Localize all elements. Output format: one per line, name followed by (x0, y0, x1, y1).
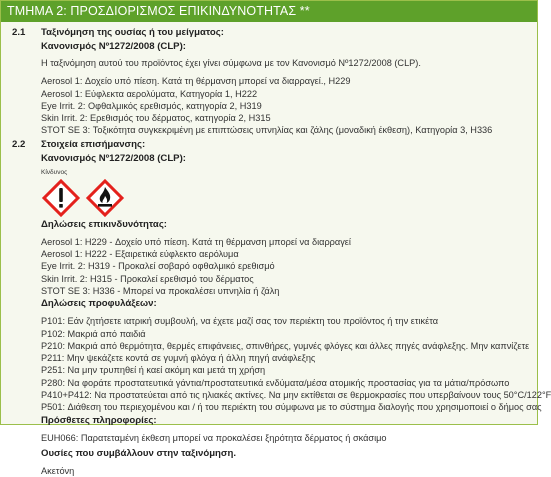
ghs-pictograms (1, 178, 537, 218)
list-item: P210: Μακριά από θερμότητα, θερμές επιφάνειες, σπινθήρες, γυμνές φλόγες και άλλες πηγές ανάφλεξης. Μην καπνίζετε (41, 340, 530, 351)
subsection-number: 2.2 (12, 138, 26, 150)
additional-info-heading: Πρόσθετες πληροφορίες: (41, 414, 157, 426)
classification-intro: Η ταξινόμηση αυτού του προϊόντος έχει γίνει σύμφωνα με τον Κανονισμό Nº1272/2008 (CLP). (41, 58, 421, 68)
flame-pictogram-icon (85, 178, 125, 218)
subsection-2-1-heading (1, 25, 537, 40)
additional-info-text: EUH066: Παρατεταμένη έκθεση μπορεί να προκαλέσει ξηρότητα δέρματος ή σκάσιμο (41, 432, 387, 443)
list-item: STOT SE 3: Τοξικότητα συγκεκριμένη με επιπτώσεις υπνηλίας και ζάλης (μοναδική έκθεση), Κατηγορία 3, H336 (41, 125, 493, 136)
list-item: P101: Εάν ζητήσετε ιατρική συμβουλή, να έχετε μαζί σας τον περιέκτη του προϊόντος ή την ετικέτα (41, 316, 439, 327)
subsection-title: Στοιχεία επισήμανσης: (41, 138, 146, 150)
list-item: Skin Irrit. 2: Ερεθισμός του δέρματος, κατηγορία 2, H315 (41, 113, 271, 124)
list-item: Aerosol 1: H229 - Δοχείο υπό πίεση. Κατά τη θέρμανση μπορεί να διαρραγεί (41, 236, 351, 247)
subsection-title: Ταξινόμηση της ουσίας ή του μείγματος: (41, 27, 224, 38)
list-item: P280: Να φοράτε προστατευτικά γάντια/προστατευτικά ενδύματα/μέσα ατομικής προστασίας για τα μάτια/πρόσωπο (41, 377, 510, 388)
classification-list (1, 75, 537, 136)
list-item: STOT SE 3: H336 - Μπορεί να προκαλέσει υπνηλία ή ζάλη (41, 285, 280, 296)
subsection-number: 2.1 (12, 27, 26, 38)
list-item: Eye Irrit. 2: Οφθαλμικός ερεθισμός, κατηγορία 2, H319 (41, 100, 262, 111)
signal-word: Κίνδυνος (41, 168, 68, 176)
hazard-statements-heading: Δηλώσεις επικινδυνότητας: (41, 218, 167, 230)
hazard-statements-list (1, 236, 537, 297)
regulation-heading: Κανονισμός Nº1272/2008 (CLP): (41, 152, 186, 164)
list-item: Skin Irrit. 2: H315 - Προκαλεί ερεθισμό του δέρματος (41, 273, 254, 284)
subsection-2-2-heading (1, 137, 537, 152)
exclamation-pictogram-icon (41, 178, 81, 218)
list-item: Aerosol 1: H222 - Εξαιρετικά εύφλεκτο αερόλυμα (41, 249, 239, 260)
precautionary-statements-heading: Δηλώσεις προφυλάξεων: (41, 298, 157, 310)
list-item: P211: Μην ψεκάζετε κοντά σε γυμνή φλόγα ή άλλη πηγή ανάφλεξης (41, 353, 316, 364)
list-item: Aerosol 1: Δοχείο υπό πίεση. Κατά τη θέρμανση μπορεί να διαρραγεί., H229 (41, 76, 351, 87)
precautionary-statements-list (1, 315, 551, 413)
list-item: P102: Μακριά από παιδιά (41, 328, 146, 339)
list-item: P410+P412: Να προστατεύεται από τις ηλιακές ακτίνες. Να μην εκτίθεται σε θερμοκρασίες που υπερβαίνουν τους 50°C/122°F (41, 390, 551, 401)
contributing-substances-text: Ακετόνη (41, 465, 75, 476)
list-item: P251: Να μην τρυπηθεί ή καεί ακόμη και μετά τη χρήση (41, 365, 266, 376)
list-item: Aerosol 1: Εύφλεκτα αερολύματα, Κατηγορία 1, H222 (41, 88, 258, 99)
regulation-heading: Κανονισμός Nº1272/2008 (CLP): (41, 41, 186, 52)
list-item: Eye Irrit. 2: H319 - Προκαλεί σοβαρό οφθαλμικό ερεθισμό (41, 261, 275, 272)
section-header: ΤΜΗΜΑ 2: ΠΡΟΣΔΙΟΡΙΣΜΟΣ ΕΠΙΚΙΝΔΥΝΟΤΗΤΑΣ ** (1, 1, 537, 22)
contributing-substances-heading: Ουσίες που συμβάλλουν στην ταξινόμηση. (41, 447, 237, 459)
list-item: P501: Διάθεση του περιεχομένου και / ή του περιέκτη του σύμφωνα με το σύστημα διαλογής που χρησιμοποιεί ο δήμος σας (41, 402, 542, 413)
